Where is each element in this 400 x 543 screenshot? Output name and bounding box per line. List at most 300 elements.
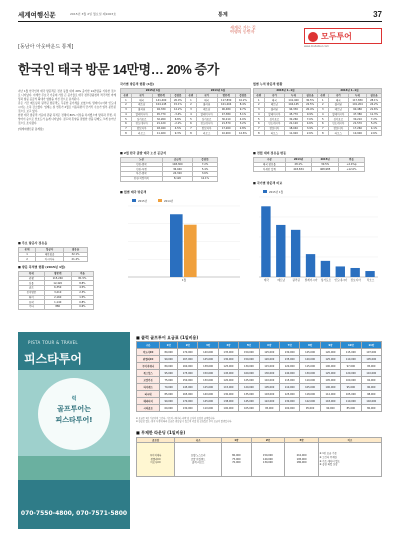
table-cell: 2 (254, 103, 265, 108)
table-cell: 4 (254, 112, 265, 117)
table-cell: 32,260 (285, 117, 303, 122)
golf-cell: 110,000 (341, 398, 361, 405)
golf-cell: 130,000 (239, 363, 259, 370)
golf-cell: 95,000 (300, 405, 320, 412)
golf-cell: 105,000 (320, 377, 340, 384)
table-cell: 7.0% (303, 117, 318, 122)
golf-cell: 105,000 (239, 405, 259, 412)
table-cell: 6 (254, 122, 265, 127)
table-header: 순위 (19, 248, 36, 253)
table-cell: 2.8% (235, 126, 250, 131)
table-cell: 117,830 (349, 98, 367, 103)
table-title: ■ 방문 목적별 현황 (2015년 1월) (18, 265, 66, 269)
golf-cell: 122,000 (300, 398, 320, 405)
golf-cell: 시티골프 (137, 405, 160, 412)
article-byline: [세계여행신문 통계팀] (18, 128, 44, 132)
golf-cell: 120,000 (279, 363, 299, 370)
golf-cell: 150,000 (239, 356, 259, 363)
table-cell: 인도네시아 (264, 122, 284, 127)
golf-row (137, 349, 382, 356)
round-header: 2박 (251, 438, 285, 443)
golf-header: 9박 (320, 342, 340, 349)
golf-cell: 145,000 (178, 384, 198, 391)
globe-icon (308, 32, 318, 42)
table-section-label: 2014년 1월 (185, 89, 250, 94)
table-cell: 45,770 (285, 112, 303, 117)
golf-row (137, 363, 382, 370)
round-course: 루이지애나 (149, 454, 162, 458)
golf-cell: 160,000 (178, 363, 198, 370)
round-header: 비고 (318, 438, 381, 443)
table-row (19, 305, 94, 310)
table-cell: 2.6% (367, 131, 382, 136)
golf-cell: 145,000 (198, 356, 218, 363)
table-cell: 골프 (19, 286, 45, 291)
round-price: 150,000 (262, 454, 273, 458)
table-cell: 인도네시아 (131, 122, 152, 127)
table-cell: 15.1% (170, 103, 185, 108)
golf-cell: 122,000 (259, 398, 279, 405)
table-cell: 6 (317, 122, 328, 127)
golf-cell: 80,000 (160, 349, 178, 356)
table-cell: 5 (254, 117, 265, 122)
table-cell: 0.6% (71, 305, 93, 310)
golf-cell: 102,000 (361, 398, 381, 405)
table-cell: 21,120 (152, 122, 170, 127)
golf-cell: 175,000 (178, 370, 198, 377)
golf-cell: 135,000 (218, 349, 238, 356)
golf-cell: 140,000 (198, 391, 218, 398)
table-cell: 8 (254, 131, 265, 136)
table-cell: 32,260 (152, 117, 170, 122)
table-cell: 28.1% (285, 162, 312, 167)
golf-cell: 118,000 (300, 391, 320, 398)
table-cell: 3.2% (235, 122, 250, 127)
golf-cell: 130,000 (178, 405, 198, 412)
golf-cell: 125,000 (320, 370, 340, 377)
golf-cell: 105,000 (341, 391, 361, 398)
table-cell: 말레이시아 (264, 112, 284, 117)
page-number: 37 (373, 10, 382, 19)
table-cell: 30.5% (303, 98, 318, 103)
table-header: 항공사 (36, 248, 64, 253)
table-cell: 6 (121, 122, 132, 127)
table-cell: 17,260 (349, 126, 367, 131)
table-title: 국가별 방문객 현황 (1월) (120, 82, 155, 86)
table-cell: 7 (185, 126, 196, 131)
table-cell: 아세안 합계 (254, 167, 286, 172)
table-row (254, 167, 365, 172)
table-cell: 8,120 (162, 176, 192, 181)
golf-cell: 112,000 (320, 391, 340, 398)
table-cell: 10,900 (349, 131, 367, 136)
table-cell: 4.6% (303, 122, 318, 127)
table-cell: 2 (121, 103, 132, 108)
table-cell: 태국 (196, 98, 217, 103)
table-cell: 3 (254, 107, 265, 112)
table-cell: 20.4% (303, 107, 318, 112)
golf-cell: 95,000 (361, 363, 381, 370)
table-header: 2014년 (285, 158, 312, 163)
golf-cell: 90,000 (361, 384, 381, 391)
table-cell: 기타 (19, 305, 45, 310)
golf-cell: 120,000 (218, 377, 238, 384)
table-cell: 태국 점유율 (254, 162, 286, 167)
round-prices-3 (285, 443, 319, 477)
country-visitor-chart (253, 188, 382, 285)
bar (291, 230, 300, 277)
golf-cell: 115,000 (279, 377, 299, 384)
round-remark: ※ 1인 요금 기준 (319, 452, 337, 456)
ad-top-logo: PISTA TOUR & TRAVEL (28, 340, 78, 345)
golf-cell: 115,000 (259, 363, 279, 370)
table-cell: 24,320 (162, 172, 192, 177)
table-cell: 베트남 (328, 107, 348, 112)
table-cell: 4 (317, 112, 328, 117)
table-cell: +12.0% (338, 167, 364, 172)
golf-header: 3박 (198, 342, 218, 349)
table-cell: 18,040 (285, 126, 303, 131)
table-cell: 아시아나 (36, 257, 64, 262)
table-cell: 7.2% (367, 117, 382, 122)
table-cell: 4.5% (71, 286, 93, 291)
chart-title: ■ 국가별 방문객 비교 (253, 181, 283, 185)
table-header: 증감률 (235, 93, 250, 98)
round-header: 숙소 (175, 438, 222, 443)
golf-cell: 130,000 (300, 370, 320, 377)
table-cell: 필리핀 (264, 107, 284, 112)
legend-label: 2015년 (138, 199, 148, 203)
table-cell: -2.1% (170, 122, 185, 127)
round-courses (137, 443, 175, 477)
round-remark: ※ 카트·캐디피 별도 (319, 459, 340, 463)
table-cell: 12.1% (193, 176, 218, 181)
table-cell: 6,350 (44, 286, 71, 291)
golf-cell: 97,000 (341, 363, 361, 370)
golf-cell: 115,000 (341, 349, 361, 356)
table-cell: 캄보디아 (264, 126, 284, 131)
golf-cell: 135,000 (239, 391, 259, 398)
table-cell: 9.9% (303, 112, 318, 117)
article-body (18, 90, 116, 132)
golf-cell: 125,000 (300, 349, 320, 356)
table-header: 국가 (264, 93, 284, 98)
round-remarks (318, 443, 381, 477)
table-cell: 8.4% (235, 103, 250, 108)
table-cell: 말레이시아 (131, 112, 152, 117)
table-cell: 대한항공 (36, 252, 64, 257)
table-cell: 30,210 (217, 117, 235, 122)
round-prices-2 (251, 443, 285, 477)
golf-cell: 폭스힐스 (137, 370, 160, 377)
golf-header: 5박 (239, 342, 259, 349)
table-cell: 베트남 (264, 103, 284, 108)
x-tick-label: 1월 (181, 279, 187, 282)
table-cell: 47,380 (349, 112, 367, 117)
golf-cell: 130,000 (218, 391, 238, 398)
bar (261, 206, 270, 277)
golf-header: 11박 (361, 342, 381, 349)
table-cell: 28.1% (367, 98, 382, 103)
table-cell: 148,300 (162, 162, 192, 167)
golf-cell: 100,000 (218, 405, 238, 412)
golf-cell: 90,000 (160, 356, 178, 363)
table-header: 국가 (131, 93, 152, 98)
golf-cell: 100,000 (341, 377, 361, 384)
table-cell: 24.2% (367, 103, 382, 108)
table-cell: 21.6% (367, 107, 382, 112)
table-header: 증감률 (193, 158, 218, 163)
table-cell: 1.5% (71, 295, 93, 300)
round-price: 180,000 (296, 461, 307, 465)
round-price: 80,000 (232, 454, 241, 458)
visitor-table-cumulative (253, 88, 382, 136)
golf-cell: 167,000 (178, 356, 198, 363)
golf-price-table (136, 341, 382, 412)
table-cell: 21,120 (285, 122, 303, 127)
table-header: 변동 (338, 158, 364, 163)
table-cell: 30,210 (349, 117, 367, 122)
x-tick-label: 캄보디아 (350, 279, 361, 282)
legend-swatch (263, 190, 267, 193)
golf-cell: 85,000 (160, 391, 178, 398)
golf-header: 10박 (341, 342, 361, 349)
table-cell: 인도네시아 (328, 122, 348, 127)
table-cell: 캄보디아 (131, 126, 152, 131)
round-price: 75,000 (232, 457, 241, 461)
round-hotel: 로얄 아일랜드 (190, 457, 206, 461)
golf-cell: 125,000 (279, 391, 299, 398)
article-headline: 한국인 태국 방문 14만명… 20% 증가 (18, 62, 219, 77)
x-tick-label: 말레이시아 (304, 279, 318, 282)
golf-cell: 로얄가든 (137, 377, 160, 384)
ad-slogan: 골프투어는 (57, 405, 91, 413)
table-cell: 104,145 (152, 103, 170, 108)
table-header: 순위 (185, 93, 196, 98)
table-cell: 45,770 (152, 112, 170, 117)
table-cell: 싱가포르 (196, 117, 217, 122)
bar (350, 268, 359, 277)
table-cell: 7.2% (193, 162, 218, 167)
golf-cell: 135,000 (279, 356, 299, 363)
table-header: 증감률 (170, 93, 185, 98)
golf-cell: 140,000 (279, 370, 299, 377)
table-header: 노선 (121, 158, 163, 163)
golf-cell: 100,000 (279, 405, 299, 412)
table-cell: 2.3% (71, 290, 93, 295)
round-table-title: ■ 무제한 라운딩 (1일비용) (136, 430, 186, 435)
x-tick-label: 인도네시아 (334, 279, 348, 282)
table-cell: 90,480 (349, 107, 367, 112)
table-cell: 인천-치앙마이 (121, 176, 163, 181)
golf-cell: 루이지애나 (137, 363, 160, 370)
table-title: ■ 전월 대비 점유율 변동 (253, 151, 287, 155)
pista-tour-ad[interactable] (18, 332, 130, 529)
table-cell: 2 (317, 103, 328, 108)
golf-cell: 헤리티지 (137, 398, 160, 405)
table-cell: 17,260 (217, 126, 235, 131)
legend-swatch (132, 199, 136, 202)
table-header: 구분 (254, 158, 286, 163)
x-tick-label: 베트남 (277, 279, 286, 282)
table-header: 방문객 (44, 272, 71, 277)
table-cell: 12.2% (170, 107, 185, 112)
table-cell: 115,240 (44, 276, 71, 281)
table-cell: 2 (19, 257, 36, 262)
round-header: 골프장 (137, 438, 175, 443)
table-header: 누적 (349, 93, 367, 98)
golf-cell: 115,000 (300, 363, 320, 370)
table-cell: 베트남 (196, 107, 217, 112)
table-cell: 10,900 (217, 131, 235, 136)
table-cell: 말레이시아 (196, 112, 217, 117)
table-cell: 라오스 (328, 131, 348, 136)
golf-cell: 썬밸리CC (137, 356, 160, 363)
table-cell: 말레이시아 (328, 112, 348, 117)
golf-cell: 145,000 (198, 398, 218, 405)
golf-cell: 125,000 (320, 356, 340, 363)
golf-notes (136, 417, 382, 424)
modetour-banner[interactable] (230, 24, 382, 50)
table-cell: 필리핀 (328, 103, 348, 108)
bar (321, 261, 330, 277)
golf-cell: 95,000 (259, 405, 279, 412)
bar (170, 214, 183, 277)
table-cell: 태국 (328, 98, 348, 103)
table-cell: 5 (317, 117, 328, 122)
table-header: 국가 (328, 93, 348, 98)
table-cell: 18,040 (152, 126, 170, 131)
table-cell: 7 (254, 126, 265, 131)
golf-cell: 85,000 (341, 405, 361, 412)
unlimited-round-table (136, 437, 382, 477)
ad-phone-numbers[interactable]: 070-7550-4800, 070-7571-5800 (20, 510, 128, 517)
round-price: 210,000 (296, 454, 307, 458)
golf-row (137, 405, 382, 412)
table-cell: 인도네시아 (196, 122, 217, 127)
table-cell: 9.7% (235, 107, 250, 112)
table-cell: 5.1% (235, 112, 250, 117)
golf-cell: 130,000 (259, 370, 279, 377)
golf-cell: 95,000 (160, 370, 178, 377)
golf-cell: 100,000 (320, 384, 340, 391)
table-header: 2015년 (312, 158, 339, 163)
visitor-table-monthly (120, 88, 251, 136)
table-cell: 필리핀 (131, 107, 152, 112)
golf-cell: 145,000 (218, 370, 238, 377)
table-row (121, 131, 251, 136)
golf-cell: 110,000 (300, 377, 320, 384)
table-cell: 유학 (19, 300, 45, 305)
golf-cell: 하이랜드 (137, 384, 160, 391)
table-cell: 라오스 (131, 131, 152, 136)
table-cell: 3 (317, 107, 328, 112)
golf-header: 7박 (279, 342, 299, 349)
ad-circle-graphic (38, 378, 110, 450)
golf-cell: 110,000 (198, 405, 218, 412)
banner-url: www.modetour.com (304, 45, 329, 48)
share-change-table (253, 157, 365, 172)
ad-visual (18, 370, 130, 480)
table-cell: 6.8% (170, 117, 185, 122)
table-cell: 필리핀 (196, 103, 217, 108)
golf-cell: 70,000 (160, 384, 178, 391)
golf-table-title: ■ 클럭 골프투어 요금표 (1일비용) (136, 335, 199, 340)
golf-cell: 120,000 (259, 356, 279, 363)
table-section-label: 2014년 1~1월 (317, 89, 381, 94)
round-header: 3박 (285, 438, 319, 443)
issue-date: 2015년 3월 2일 월요일 제1003호 (70, 12, 117, 16)
table-header: 공급석 (162, 158, 192, 163)
table-cell: 4.5% (170, 126, 185, 131)
table-cell: 라오스 (196, 131, 217, 136)
x-tick-label: 라오스 (366, 279, 375, 282)
table-cell: 1,140 (44, 300, 71, 305)
round-prices-1 (222, 443, 251, 477)
visit-purpose-table (18, 271, 94, 310)
table-cell: 인천-푸껫 (121, 167, 163, 172)
table-cell: 21.4% (63, 257, 87, 262)
table-cell: 2 (185, 103, 196, 108)
table-cell: 싱가포르 (264, 117, 284, 122)
table-cell: 20.0% (170, 98, 185, 103)
golf-cell: 138,000 (198, 363, 218, 370)
table-cell: 라오스 (264, 131, 284, 136)
legend-label: 2014년 (164, 199, 174, 203)
golf-cell: 107,000 (361, 349, 381, 356)
table-cell: 21,570 (217, 122, 235, 127)
section-name: 통계 (218, 12, 228, 18)
golf-header: 4박 (218, 342, 238, 349)
golf-row (137, 356, 382, 363)
table-cell: 5 (121, 117, 132, 122)
golf-cell: 95,000 (341, 384, 361, 391)
table-cell: 1 (185, 98, 196, 103)
round-price: 130,000 (262, 461, 273, 465)
round-header: 1박 (222, 438, 251, 443)
round-hotel: 클럭 리조트 (192, 461, 205, 465)
table-cell: 8 (121, 131, 132, 136)
golf-row (137, 391, 382, 398)
table-cell: 30.5% (312, 162, 339, 167)
table-cell: 94,330 (285, 107, 303, 112)
golf-cell: 170,000 (178, 398, 198, 405)
table-header: 순위 (317, 93, 328, 98)
table-title: 월별 누적 방문객 현황 (253, 82, 283, 86)
table-row (254, 131, 382, 136)
article-kicker: [동남아 아웃바운드 통계] (18, 44, 74, 50)
legend-swatch (158, 199, 162, 202)
golf-cell: 120,000 (239, 384, 259, 391)
x-tick-label: 싱가포르 (320, 279, 331, 282)
table-header: 목적 (19, 272, 45, 277)
ad-slogan: 피스타투어! (55, 416, 93, 424)
table-cell: 4.0% (235, 117, 250, 122)
golf-cell: 138,000 (218, 398, 238, 405)
bar (365, 271, 374, 277)
table-cell: 880 (44, 305, 71, 310)
golf-cell: 130,000 (218, 356, 238, 363)
golf-cell: 80,000 (160, 363, 178, 370)
table-title: ■ 주요 항공사 점유율 (18, 241, 48, 245)
modetour-logo (304, 28, 382, 44)
golf-cell: 170,000 (178, 349, 198, 356)
golf-cell: 120,000 (341, 370, 361, 377)
table-cell: 101,204 (217, 103, 235, 108)
x-tick-label: 필리핀 (292, 279, 300, 282)
round-price: 195,000 (296, 457, 307, 461)
golf-cell: 105,000 (300, 384, 320, 391)
